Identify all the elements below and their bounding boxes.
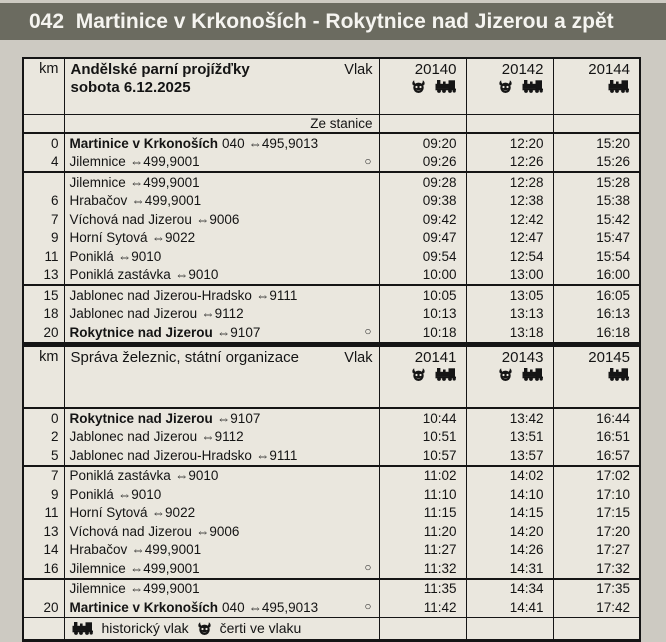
station-name: Rokytnice nad Jizerou — [69, 410, 213, 426]
train-number: 20143 — [501, 349, 544, 366]
stop-circle-marker: ○ — [364, 155, 372, 168]
table-row — [23, 522, 640, 541]
table-row — [23, 229, 640, 248]
station-detail: ⇔499,9001 — [131, 193, 202, 209]
time-cell: 17:42 — [553, 598, 640, 617]
operator-title: Správa železnic, státní organizace — [70, 349, 299, 366]
legend-devil-label: čerti ve vlaku — [219, 620, 302, 636]
station-name: Horní Sytová — [69, 505, 148, 521]
station-name: Jilemnice — [69, 174, 126, 190]
time-cell: 14:41 — [466, 598, 553, 617]
stop-circle-marker: ○ — [364, 601, 372, 614]
time-cell: 11:35 — [379, 579, 466, 599]
station-detail: ⇔9010 — [117, 248, 162, 264]
devil-icon — [498, 368, 513, 381]
time-cell: 10:13 — [379, 305, 466, 324]
train-header — [466, 346, 553, 408]
time-cell: 17:15 — [553, 504, 640, 523]
table-title-cell — [64, 58, 379, 115]
km-value: 11 — [44, 505, 59, 521]
time-cell: 10:18 — [379, 323, 466, 343]
table-row — [23, 266, 640, 286]
station-name: Poniklá zastávka — [69, 267, 171, 283]
time-cell: 12:47 — [466, 229, 553, 248]
time-cell: 14:31 — [466, 559, 553, 579]
table-header-row — [23, 58, 640, 115]
km-value: 20 — [43, 324, 59, 340]
table-row — [23, 210, 640, 229]
time-cell: 17:32 — [553, 559, 640, 579]
time-cell: 10:57 — [379, 446, 466, 466]
time-cell: 17:02 — [553, 466, 640, 486]
train-number: 20142 — [501, 61, 544, 78]
table-row — [23, 285, 640, 305]
table-row — [23, 466, 640, 486]
time-cell: 11:20 — [379, 522, 466, 541]
km-value: 15 — [23, 285, 64, 305]
km-value: 2 — [50, 429, 59, 445]
vlak-label: Vlak — [344, 350, 373, 366]
time-cell: 17:35 — [553, 579, 640, 599]
steam-locomotive-icon — [608, 368, 630, 381]
km-value: 13 — [43, 267, 59, 283]
timetable-return — [22, 345, 641, 642]
time-cell: 10:51 — [379, 428, 466, 447]
vlak-label: Vlak — [344, 62, 373, 78]
table-row — [23, 408, 640, 428]
time-cell: 12:54 — [466, 247, 553, 266]
steam-locomotive-icon — [435, 368, 457, 381]
station-detail: 040 ⇔495,9013 — [222, 599, 319, 615]
steam-locomotive-icon — [522, 368, 544, 381]
table-row — [23, 247, 640, 266]
time-cell: 12:42 — [466, 210, 553, 229]
page-title: 042 Martinice v Krkonoších - Rokytnice nad Jizerou a zpět — [0, 3, 666, 40]
event-title: Andělské parní projížďky — [70, 61, 250, 78]
station-detail: ⇔9112 — [201, 429, 244, 445]
time-cell: 14:20 — [466, 522, 553, 541]
station-detail: ⇔9111 — [255, 287, 298, 303]
time-cell: 09:20 — [379, 133, 466, 153]
km-value: 9 — [50, 486, 59, 502]
time-cell: 09:38 — [379, 192, 466, 211]
time-cell: 13:57 — [466, 446, 553, 466]
train-number: 20141 — [414, 349, 457, 366]
steam-locomotive-icon — [608, 80, 630, 93]
station-name: Hrabačov — [69, 193, 128, 209]
time-cell: 15:42 — [553, 210, 640, 229]
time-cell: 12:28 — [466, 172, 553, 192]
station-detail: ⇔499,9001 — [129, 560, 200, 576]
time-cell: 13:00 — [466, 266, 553, 286]
table-row — [23, 559, 640, 579]
legend-row — [23, 617, 640, 640]
station-name: Rokytnice nad Jizerou — [69, 324, 213, 340]
time-cell: 09:42 — [379, 210, 466, 229]
station-name: Jilemnice — [69, 154, 126, 170]
station-detail: 040 ⇔495,9013 — [222, 135, 319, 151]
steam-locomotive-icon — [522, 80, 544, 93]
table-row — [23, 598, 640, 617]
stop-circle-marker: ○ — [364, 562, 372, 575]
train-header — [466, 58, 553, 115]
station-detail: ⇔499,9001 — [129, 174, 200, 190]
table-row — [23, 485, 640, 504]
time-cell: 11:27 — [379, 541, 466, 560]
steam-locomotive-icon — [435, 80, 457, 93]
table-row — [23, 446, 640, 466]
km-column-header: km — [23, 58, 64, 115]
train-header — [553, 58, 640, 115]
km-column-header: km — [23, 346, 64, 408]
table-row — [23, 504, 640, 523]
table-row — [23, 153, 640, 173]
time-cell: 16:13 — [553, 305, 640, 324]
station-name: Poniklá zastávka — [69, 468, 171, 484]
station-name: Jablonec nad Jizerou-Hradsko — [69, 287, 252, 303]
time-cell: 16:57 — [553, 446, 640, 466]
time-cell: 12:20 — [466, 133, 553, 153]
table-row — [23, 192, 640, 211]
station-detail: ⇔9010 — [117, 486, 162, 502]
devil-icon — [197, 622, 212, 635]
time-cell: 09:28 — [379, 172, 466, 192]
devil-icon — [411, 368, 426, 381]
station-detail: ⇔9022 — [151, 505, 196, 521]
time-cell: 15:28 — [553, 172, 640, 192]
time-cell: 10:44 — [379, 408, 466, 428]
time-cell: 13:18 — [466, 323, 553, 343]
station-name: Jablonec nad Jizerou — [69, 306, 198, 322]
station-name: Hrabačov — [69, 542, 128, 558]
train-number: 20140 — [414, 61, 457, 78]
station-detail: ⇔9010 — [174, 468, 219, 484]
time-cell: 14:15 — [466, 504, 553, 523]
km-value: 18 — [43, 306, 59, 322]
table-row — [23, 541, 640, 560]
train-number: 20145 — [588, 349, 630, 366]
time-cell: 14:26 — [466, 541, 553, 560]
time-cell: 16:44 — [553, 408, 640, 428]
stop-circle-marker: ○ — [364, 326, 372, 339]
km-value: 5 — [50, 447, 59, 463]
table-row — [23, 305, 640, 324]
event-date: sobota 6.12.2025 — [70, 79, 191, 96]
station-name: Martinice v Krkonoších — [69, 599, 219, 615]
table-row — [23, 133, 640, 153]
steam-locomotive-icon — [72, 622, 94, 635]
time-cell: 17:27 — [553, 541, 640, 560]
station-name: Martinice v Krkonoších — [69, 135, 219, 151]
station-detail: ⇔9010 — [174, 267, 219, 283]
km-value: 0 — [50, 410, 59, 426]
station-name: Jilemnice — [69, 581, 126, 597]
km-value: 4 — [50, 154, 59, 170]
legend-loco-label: historický vlak — [101, 620, 189, 636]
time-cell: 09:54 — [379, 247, 466, 266]
station-name: Horní Sytová — [69, 230, 148, 246]
train-header — [379, 58, 466, 115]
time-cell: 13:13 — [466, 305, 553, 324]
time-cell: 12:38 — [466, 192, 553, 211]
table-row — [23, 579, 640, 599]
table-row — [23, 172, 640, 192]
time-cell: 13:51 — [466, 428, 553, 447]
time-cell: 11:15 — [379, 504, 466, 523]
devil-icon — [498, 80, 513, 93]
time-cell: 17:10 — [553, 485, 640, 504]
station-detail: ⇔9107 — [216, 410, 261, 426]
station-detail: ⇔9112 — [201, 306, 244, 322]
station-detail: ⇔499,9001 — [129, 154, 200, 170]
time-cell: 13:42 — [466, 408, 553, 428]
km-value: 7 — [50, 211, 59, 227]
time-cell: 16:51 — [553, 428, 640, 447]
table-header-row — [23, 346, 640, 408]
time-cell: 16:00 — [553, 266, 640, 286]
train-header — [379, 346, 466, 408]
km-value: 6 — [50, 193, 59, 209]
km-value: 0 — [50, 135, 59, 151]
station-detail: ⇔9022 — [151, 230, 196, 246]
km-value: 9 — [50, 230, 59, 246]
devil-icon — [411, 80, 426, 93]
time-cell: 15:38 — [553, 192, 640, 211]
station-detail: ⇔9006 — [195, 211, 240, 227]
time-cell: 14:10 — [466, 485, 553, 504]
time-cell: 15:20 — [553, 133, 640, 153]
time-cell: 09:47 — [379, 229, 466, 248]
table-title-cell — [64, 346, 379, 408]
time-cell: 16:05 — [553, 285, 640, 305]
ze-stanice-label: Ze stanice — [64, 115, 379, 134]
km-value — [23, 172, 64, 192]
km-value: 16 — [43, 560, 59, 576]
time-cell: 11:10 — [379, 485, 466, 504]
table-row — [23, 323, 640, 343]
time-cell: 14:02 — [466, 466, 553, 486]
time-cell: 15:26 — [553, 153, 640, 173]
time-cell: 16:18 — [553, 323, 640, 343]
km-value: 7 — [23, 466, 64, 486]
time-cell: 10:00 — [379, 266, 466, 286]
station-name: Jablonec nad Jizerou-Hradsko — [69, 447, 252, 463]
station-name: Víchová nad Jizerou — [69, 211, 192, 227]
time-cell: 12:26 — [466, 153, 553, 173]
station-detail: ⇔9107 — [216, 324, 261, 340]
ze-stanice-row — [23, 115, 640, 134]
time-cell: 11:02 — [379, 466, 466, 486]
station-detail: ⇔9111 — [255, 447, 298, 463]
station-name: Jablonec nad Jizerou — [69, 429, 198, 445]
train-number: 20144 — [588, 61, 630, 78]
timetable-outbound — [22, 57, 641, 345]
time-cell: 13:05 — [466, 285, 553, 305]
time-cell: 17:20 — [553, 522, 640, 541]
time-cell: 11:42 — [379, 598, 466, 617]
km-value: 14 — [43, 542, 59, 558]
station-detail: ⇔9006 — [195, 523, 240, 539]
km-value: 13 — [43, 523, 59, 539]
time-cell: 11:32 — [379, 559, 466, 579]
station-detail: ⇔499,9001 — [131, 542, 202, 558]
time-cell: 09:26 — [379, 153, 466, 173]
station-name: Poniklá — [69, 486, 114, 502]
train-header — [553, 346, 640, 408]
km-value: 20 — [43, 599, 59, 615]
time-cell: 14:34 — [466, 579, 553, 599]
station-name: Jilemnice — [69, 560, 126, 576]
station-name: Víchová nad Jizerou — [69, 523, 192, 539]
station-name: Poniklá — [69, 248, 114, 264]
km-value: 11 — [44, 248, 59, 264]
time-cell: 15:54 — [553, 247, 640, 266]
table-row — [23, 428, 640, 447]
km-value — [23, 579, 64, 599]
time-cell: 15:47 — [553, 229, 640, 248]
station-detail: ⇔499,9001 — [129, 581, 200, 597]
time-cell: 10:05 — [379, 285, 466, 305]
